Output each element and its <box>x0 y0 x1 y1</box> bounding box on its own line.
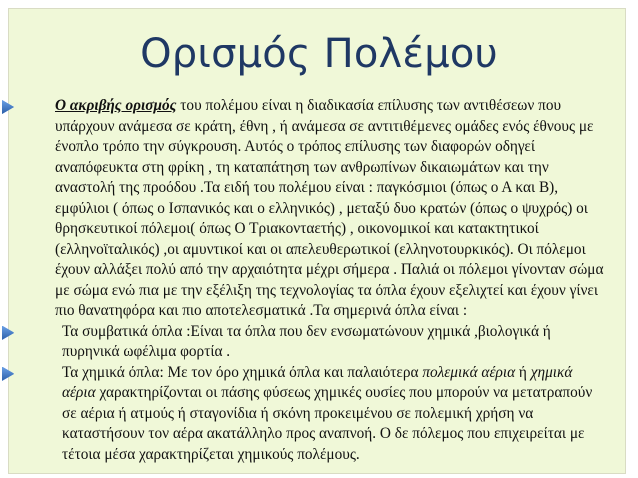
conventional-weapons-text: Τα συμβατικά όπλα :Είναι τα όπλα που δεν ενσωματώνουν χημικά ,βιολογικά ή πυρηνικά ωφέλιμα φορτία . <box>62 322 551 360</box>
triangle-bullet-icon <box>2 326 14 340</box>
definition-text: του πολέμου είναι η διαδικασία επίλυσης των αντιθέσεων που υπάρχουν ανάμεσα σε κράτη, έθνη , ή ανάμεσα σε αντιτιθέμενες ομάδες ενός έθνους με ένοπλο τρόπο την σύγκρουση. Αυτός ο τρόπος επίλυσης των διαφορών οδηγεί αναπόφευκτα στη φρίκη , τη καταπάτηση των ανθρωπίνων δικαιωμάτων και την αναστολή της προόδου .Τα ειδή του πολέμου είναι : παγκόσμιοι (όπως ο Α και Β), εμφύλιοι ( όπως ο Ισπανικός και ο ελληνικός) , μεταξύ δυο κρατών (όπως ο ψυχρός) οι θρησκευτικοί πόλεμοι( όπως Ο Τριακονταετής) , οικονομικοί και κατακτητικοί (ελληνοϊταλικός) ,οι αμυντικοί και οι απελευθερωτικοί (ελληνοτουρκικός). Οι πόλεμοι έχουν αλλάξει πολύ από την αρχαιότητα μέχρι σήμερα . Παλιά οι πόλεμοι γίνονταν σώμα με σώμα ενώ πια με την εξέλιξη της τεχνολογίας τα όπλα έχουν εξελιχτεί και έχουν γίνει πιο θανατηφόρα και πιο αποτελεσματικά .Τα σημερινά όπλα είναι : <box>55 97 604 319</box>
chemical-weapons-term-2: χημικά αέρια <box>62 363 573 401</box>
chemical-weapons-mid: ή <box>515 363 531 381</box>
bullet-definition <box>0 96 638 322</box>
slide-title: Ορισμός Πολέμου <box>140 31 498 77</box>
definition-lead: Ο ακριβής ορισμός <box>55 97 177 114</box>
slide-body <box>0 96 638 465</box>
chemical-weapons-post: χαρακτηρίζονται οι πάσης φύσεως χημικές ουσίες που μπορούν να μετατραπούν σε αέρια ή ατμούς ή σταγονίδια ή σκόνη προκειμένου σε πολεμική χρήση να καταστήσουν τον αέρα ακατάλληλο προς αναπνοή. Ο δε πόλεμος που επιχειρείται με τέτοια μέσα χαρακτηρίζεται χημικούς πολέμους. <box>62 384 593 463</box>
bullet-chemical-weapons <box>0 363 638 466</box>
chemical-weapons-term-1: πολεμικά αέρια <box>422 363 516 381</box>
triangle-bullet-icon <box>2 367 14 381</box>
triangle-bullet-icon <box>2 100 14 114</box>
chemical-weapons-pre: Τα χημικά όπλα: Με τον όρο χημικά όπλα και παλαιότερα <box>62 363 423 381</box>
bullet-conventional-weapons <box>0 322 638 363</box>
